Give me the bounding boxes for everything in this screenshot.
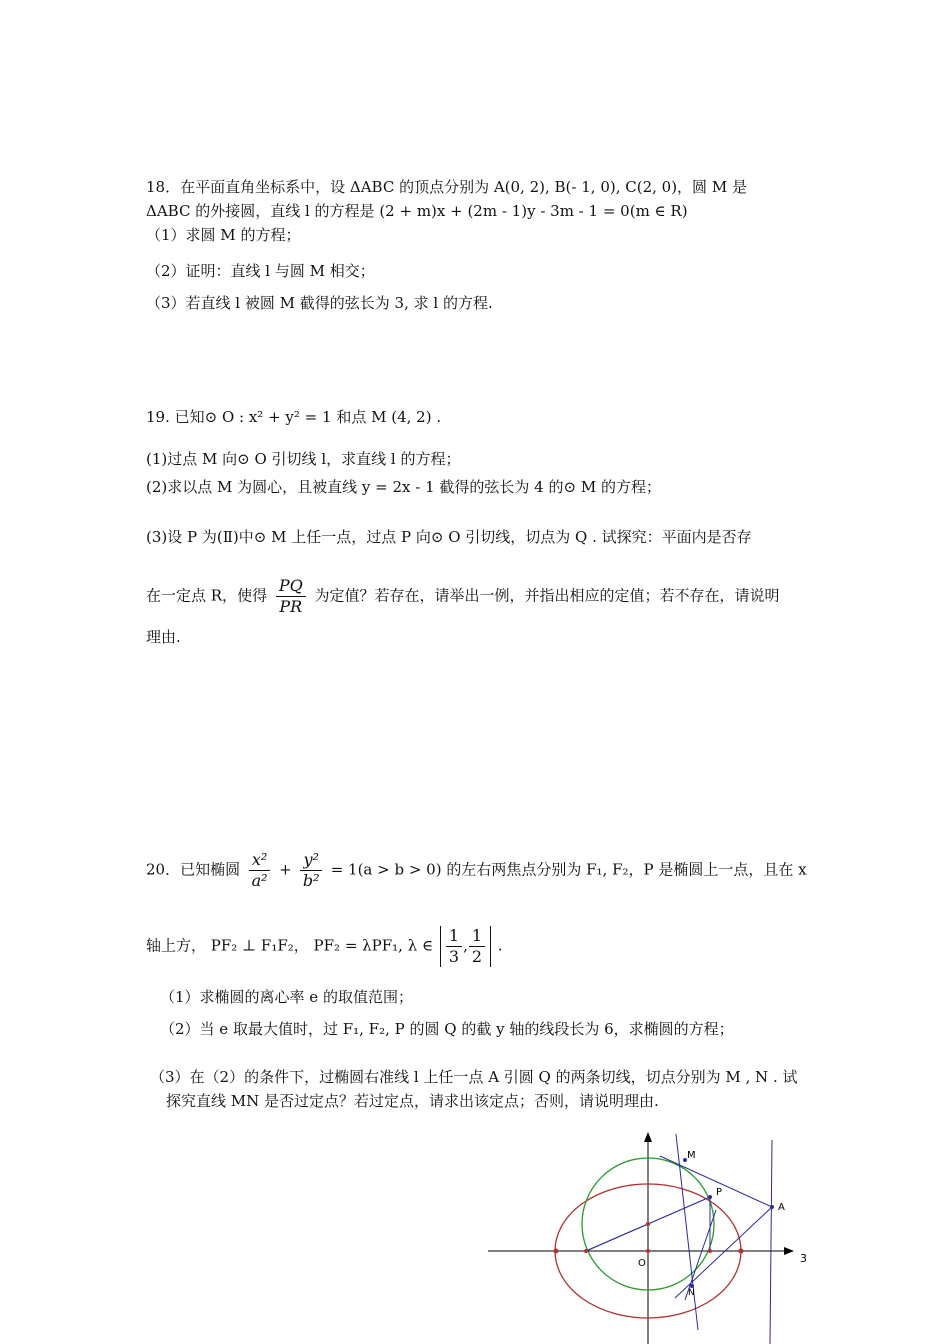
q18-part1: （1）求圆 M 的方程； xyxy=(146,226,301,244)
x-axis-arrow xyxy=(784,1247,794,1255)
q18-part2: （2）证明：直线 l 与圆 M 相交； xyxy=(146,262,375,280)
label-a: A xyxy=(778,1202,785,1213)
ellipse-term-x xyxy=(249,850,270,891)
term-x-numerator: x² xyxy=(249,850,270,871)
lower-numerator: 1 xyxy=(446,926,462,947)
interval-comma: , xyxy=(463,936,468,955)
q20-part2: （2）当 e 取最大值时，过 F₁, F₂, P 的圆 Q 的截 y 轴的线段长为 6，求椭圆的方程； xyxy=(160,1020,734,1038)
q19-part3-line3: 理由. xyxy=(146,628,181,646)
q18-line1: 18．在平面直角坐标系中，设 ΔABC 的顶点分别为 A(0, 2), B(- 1, 0), C(2, 0)，圆 M 是 xyxy=(146,178,747,196)
tangent-line-am xyxy=(660,1156,772,1207)
q20-line2 xyxy=(146,926,503,967)
interval-lower xyxy=(446,926,462,967)
upper-numerator: 1 xyxy=(469,926,485,947)
point-o xyxy=(646,1249,650,1253)
q19-part3-post: 为定值？若存在，请举出一例，并指出相应的定值；若不存在，请说明 xyxy=(314,586,780,605)
term-y-denominator: b² xyxy=(302,871,320,890)
q18-line2: ΔABC 的外接圆，直线 l 的方程是 (2 + m)x + (2m - 1)y - 3m - 1 = 0(m ∈ R) xyxy=(146,202,688,220)
q20-line1 xyxy=(146,850,807,891)
segment-f1-q xyxy=(586,1224,648,1251)
line-mn xyxy=(676,1134,698,1330)
q20-part3-line2: 探究直线 MN 是否过定点？若过定点，请求出该定点；否则，请说明理由. xyxy=(166,1092,659,1110)
label-n: N xyxy=(688,1288,695,1298)
point-a xyxy=(770,1205,774,1209)
segment-q-p xyxy=(648,1197,710,1224)
q20-line2-post: . xyxy=(497,936,503,955)
q20-part1: （1）求椭圆的离心率 e 的取值范围； xyxy=(160,988,413,1006)
q20-part3: （3）在（2）的条件下，过椭圆右准线 l 上任一点 A 引圆 Q 的两条切线，切点分别为 M , N . 试 xyxy=(150,1068,798,1086)
term-y-numerator: y² xyxy=(300,850,321,871)
point-q-center xyxy=(646,1222,650,1226)
point-p xyxy=(708,1195,712,1199)
q19-part3-line2 xyxy=(146,576,780,617)
label-o: O xyxy=(638,1258,646,1269)
point-f1 xyxy=(584,1249,588,1253)
q18-part3: （3）若直线 l 被圆 M 截得的弦长为 3, 求 l 的方程. xyxy=(146,294,493,312)
label-p: P xyxy=(716,1187,723,1198)
q19-line1: 19. 已知⊙ O : x² + y² = 1 和点 M (4, 2) . xyxy=(146,408,442,426)
q19-part3: (3)设 P 为(Ⅱ)中⊙ M 上任一点，过点 P 向⊙ O 引切线，切点为 Q . 试探究：平面内是否存 xyxy=(146,528,752,546)
plus-sign: + xyxy=(279,860,292,879)
q19-part3-pre: 在一定点 R，使得 xyxy=(146,586,268,605)
y-axis-arrow xyxy=(644,1132,652,1142)
q20-eq-post: = 1(a > b > 0) 的左右两焦点分别为 F₁, F₂，P 是椭圆上一点，且在 x xyxy=(330,860,807,879)
q20-line2-pre: 轴上方， PF₂ ⊥ F₁F₂， PF₂ = λPF₁, λ ∈ xyxy=(146,936,434,955)
upper-denominator: 2 xyxy=(471,947,483,966)
lambda-interval xyxy=(440,926,491,967)
point-right-vertex xyxy=(739,1249,744,1254)
ellipse-circle-figure xyxy=(480,1130,820,1344)
label-m: M xyxy=(687,1150,696,1161)
directrix-line xyxy=(770,1140,772,1344)
label-x-tick: 3 xyxy=(800,1252,807,1265)
q19-part1: (1)过点 M 向⊙ O 引切线 l，求直线 l 的方程； xyxy=(146,450,461,468)
interval-upper xyxy=(469,926,485,967)
point-f2 xyxy=(708,1249,712,1253)
ellipse-term-y xyxy=(300,850,321,891)
point-left-vertex xyxy=(554,1249,559,1254)
ratio-fraction xyxy=(276,576,306,617)
q20-pre: 20．已知椭圆 xyxy=(146,860,241,879)
q19-part2: (2)求以点 M 为圆心，且被直线 y = 2x - 1 截得的弦长为 4 的⊙ M 的方程； xyxy=(146,478,661,496)
fraction-denominator: PR xyxy=(279,597,303,616)
fraction-numerator: PQ xyxy=(276,576,306,597)
lower-denominator: 3 xyxy=(448,947,460,966)
term-x-denominator: a² xyxy=(251,871,268,890)
